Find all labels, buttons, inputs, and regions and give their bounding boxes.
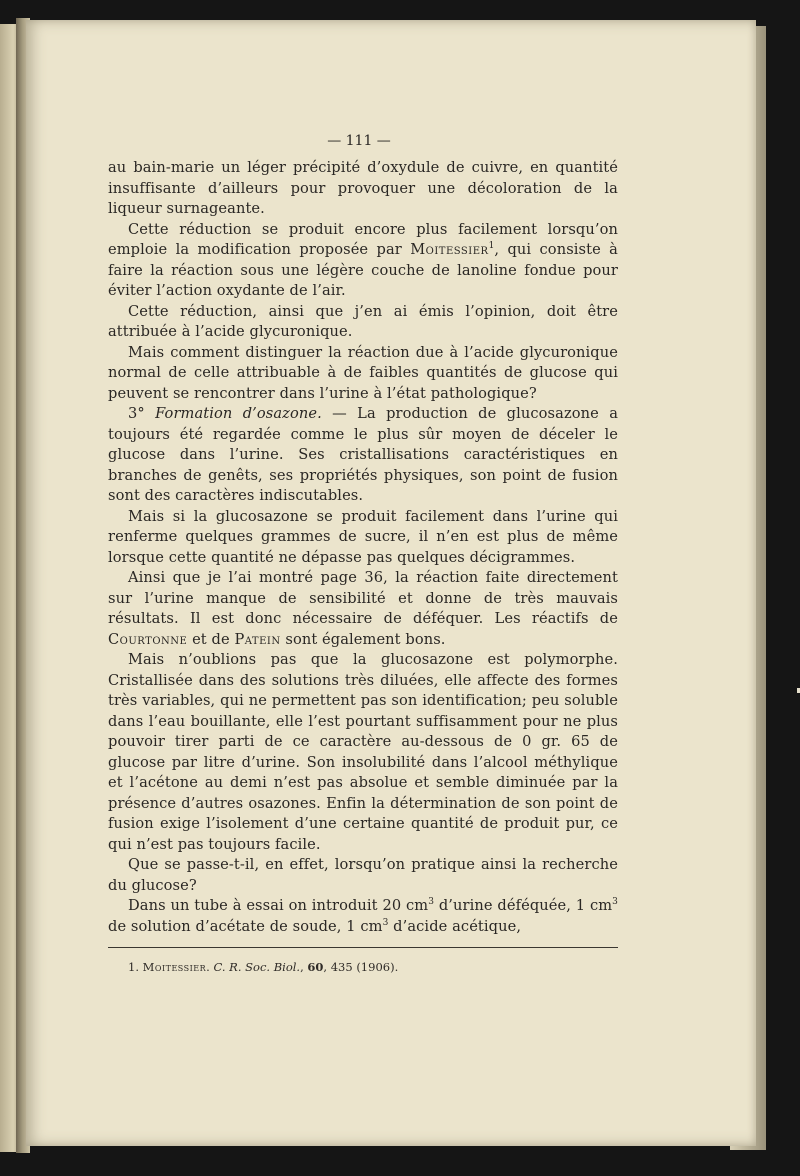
page-number: — 111 — — [327, 133, 391, 149]
text-run: d’urine déféquée, 1 cm — [434, 897, 613, 914]
author-name: Moitessier — [410, 241, 489, 258]
text-run: 3° — [128, 405, 156, 422]
text-run: Que se passe-t-il, en effet, lorsqu’on pratique ainsi la recherche du glucose? — [108, 856, 618, 894]
footnote — [108, 960, 618, 974]
body-text — [108, 158, 618, 937]
paragraph — [108, 158, 618, 220]
paragraph — [108, 896, 618, 937]
superscript: 3 — [612, 897, 618, 908]
text-run: au bain-marie un léger précipité d’oxydule de cuivre, en quantité insuffisante d’ailleurs pour provoquer une décoloration de la liqueur surnageante. — [108, 159, 618, 217]
text-run: Mais n’oublions pas que la glucosazone est polymorphe. Cristallisée dans des solutions très diluées, elle affecte des formes très variables, qui ne permettent pas son identification; peu soluble dans l’eau bouillante, elle l’est pourtant suffisamment pour ne plus pouvoir tirer parti de ce caractère au-dessous de 0 gr. 65 de glucose par litre d’urine. Son insolubilité dans l’alcool méthylique et l’acétone au demi n’est pas absolue et semble diminuée par la présence d’autres osazones. Enfin la détermination de son point de fusion exige l’isolement d’une certaine quantité de produit pur, ce qui n’est pas toujours facile. — [108, 651, 618, 853]
text-run: Ainsi que je l’ai montré page 36, la réaction faite directement sur l’urine manque de sensibilité et donne de très mauvais résultats. Il est donc nécessaire de déféquer. Les réactifs de — [108, 569, 618, 627]
paragraph — [108, 343, 618, 405]
italic-text: Formation d’osazone. — [155, 405, 322, 422]
superscript: 3 — [428, 897, 435, 908]
text-run: , — [300, 960, 308, 974]
text-run: Cette réduction se produit encore plus facilement lorsqu’on emploie la modification proposée par — [108, 220, 618, 258]
paragraph — [108, 568, 618, 650]
italic-text: C. R. Soc. Biol. — [213, 960, 301, 974]
author-name: Courtonne — [108, 630, 188, 648]
text-run: Dans un tube à essai on introduit 20 cm — [128, 897, 429, 914]
text-run: d’acide acétique, — [388, 917, 522, 935]
paragraph — [108, 855, 618, 896]
author-name: Patein — [234, 630, 281, 648]
text-run: et de — [187, 630, 235, 648]
text-run: 1. — [128, 960, 143, 974]
text-run: — La production de glucosazone a toujours été regardée comme le plus sûr moyen de déceler le glucose dans l’urine. Ses cristallisations caractéristiques en branches de genêts, ses propriétés physiques, son point de fusion sont des caractères indiscutables. — [108, 405, 618, 504]
book-page — [26, 20, 756, 1146]
superscript: 3 — [382, 917, 389, 928]
footnote-separator — [108, 947, 618, 948]
text-run: Mais comment distinguer la réaction due à l’acide glycuronique normal de celle attribuable à de faibles quantités de glucose qui peuvent se rencontrer dans l’urine à l’état pathologique? — [108, 343, 618, 402]
paragraph — [108, 404, 618, 507]
text-run: , 435 (1906). — [323, 960, 399, 974]
paragraph — [108, 220, 618, 302]
text-run: , qui consiste à faire la réaction sous une légère couche de lanoline fondue pour éviter l’action oxydante de l’air. — [108, 241, 618, 299]
text-run: Cette réduction, ainsi que j’en ai émis l’opinion, doit être attribuée à l’acide glycuronique. — [108, 302, 618, 340]
text-run: Mais si la glucosazone se produit facilement dans l’urine qui renferme quelques grammes de sucre, il n’en est plus de même lorsque cette quantité ne dépasse pas quelques décigrammes. — [108, 507, 618, 566]
page-content — [108, 128, 618, 974]
bold-text: 60 — [307, 960, 324, 974]
text-run: sont également bons. — [280, 630, 446, 648]
superscript: 1 — [488, 241, 495, 252]
author-name: Moitessier — [142, 960, 207, 974]
text-run: . — [206, 960, 214, 974]
text-run: de solution d’acétate de soude, 1 cm — [108, 917, 383, 935]
paragraph — [108, 650, 618, 855]
paragraph — [108, 302, 618, 343]
paragraph — [108, 507, 618, 569]
